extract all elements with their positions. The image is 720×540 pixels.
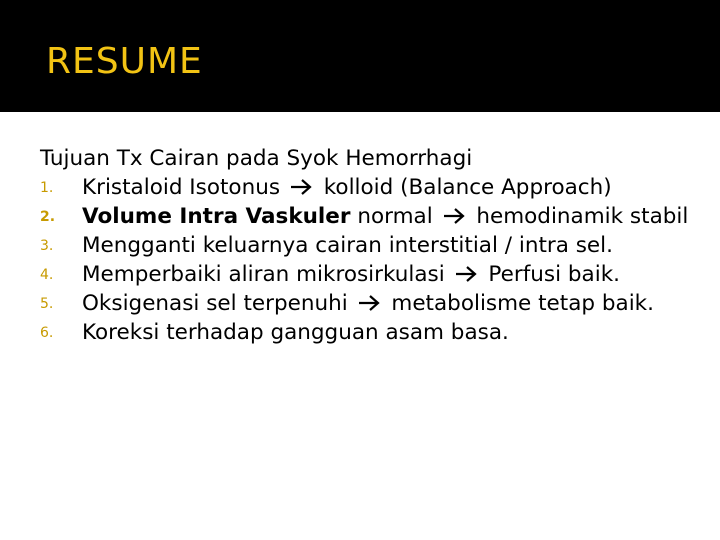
title-band: [0, 0, 720, 112]
item-text: Koreksi terhadap gangguan asam basa.: [82, 320, 509, 345]
item-text-after: kolloid (Balance Approach): [323, 175, 612, 200]
slide-title: RESUME: [46, 41, 203, 82]
item-text-before: Kristaloid Isotonus: [82, 175, 281, 200]
list-number: 1.: [40, 180, 54, 196]
numbered-list: [40, 173, 700, 347]
list-item-1: [40, 173, 700, 202]
list-number: 6.: [40, 325, 54, 341]
list-number: 4.: [40, 267, 54, 283]
list-number: 5.: [40, 296, 54, 312]
list-item-3: [40, 231, 700, 260]
list-item-2: [40, 202, 700, 231]
item-text-after: Perfusi baik.: [488, 262, 620, 287]
intro-text: Tujuan Tx Cairan pada Syok Hemorrhagi: [40, 146, 473, 171]
right-arrow-icon: [289, 178, 313, 196]
item-text-after: hemodinamik stabil: [476, 204, 689, 229]
right-arrow-icon: [357, 294, 381, 312]
list-item-4: [40, 260, 700, 289]
list-number: 3.: [40, 238, 54, 254]
right-arrow-icon: [454, 265, 478, 283]
list-item-5: [40, 289, 700, 318]
slide-content: [40, 144, 700, 347]
list-number: 2.: [40, 209, 56, 225]
item-text-before: Memperbaiki aliran mikrosirkulasi: [82, 262, 445, 287]
item-text-after: metabolisme tetap baik.: [391, 291, 654, 316]
list-item-6: [40, 318, 700, 347]
item-text-bold: Volume Intra Vaskuler: [82, 204, 351, 229]
item-text-before: Oksigenasi sel terpenuhi: [82, 291, 348, 316]
item-text-before: normal: [350, 204, 433, 229]
right-arrow-icon: [442, 207, 466, 225]
item-text: Mengganti keluarnya cairan interstitial / intra sel.: [82, 233, 613, 258]
